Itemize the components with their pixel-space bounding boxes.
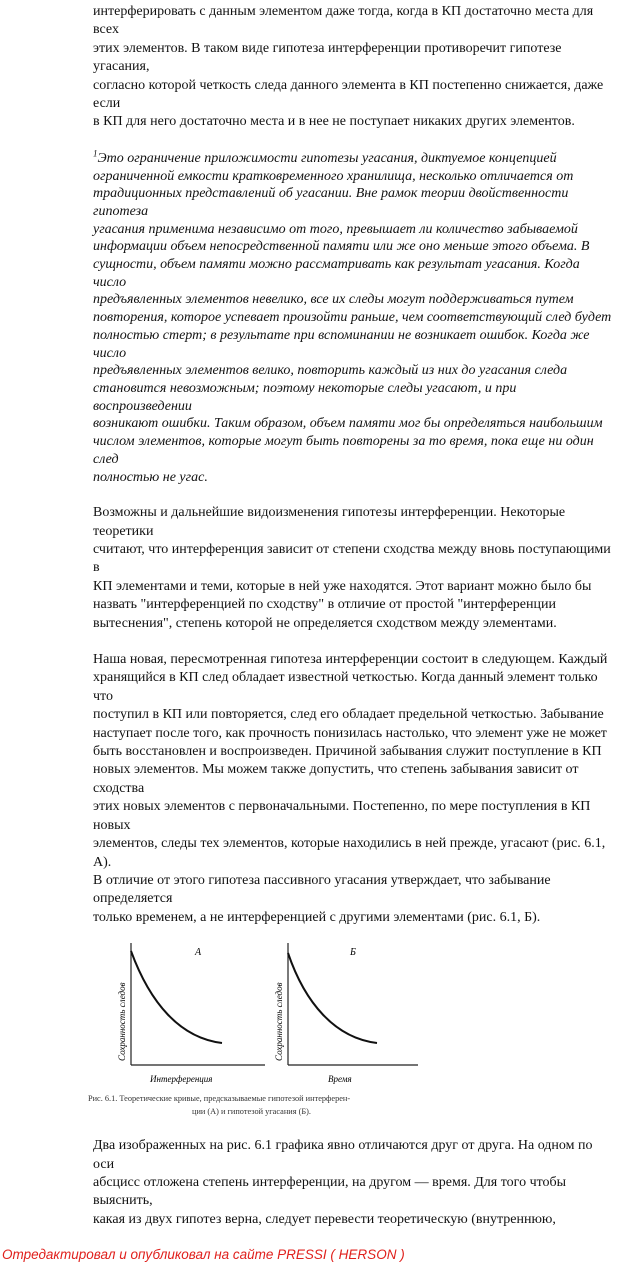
footnote-line [93, 150, 614, 168]
figure-wrapper [80, 933, 460, 1133]
curve-b [288, 953, 377, 1043]
paragraph-5-line: какая из двух гипотез верна, следует перевести теоретическую (внутреннюю, [93, 1211, 556, 1227]
paragraph-1-line: этих элементов. В таком виде гипотеза интерференции противоречит гипотезе угасания, [93, 40, 562, 75]
footnote-line: числом элементов, которые могут быть повторены за то время, пока еще ни один след [93, 434, 594, 467]
footnote-line-text: Это ограничение приложимости гипотезы угасания, диктуемое концепцией [97, 150, 557, 166]
panel-b [274, 943, 418, 1084]
footer-credit: Отредактировал и опубликовал на сайте PRESSI ( HERSON ) [2, 1247, 405, 1263]
footnote-line: угасания применима независимо от того, превышает ли количество забываемой [93, 221, 578, 237]
paragraph-3-line: Возможны и дальнейшие видоизменения гипотезы интерференции. Некоторые теоретики [93, 505, 566, 539]
footnote-line: информации объем непосредственной памяти или же оно меньше этого объема. В [93, 239, 590, 255]
figure-caption-line-1: Рис. 6.1. Теоретические кривые, предсказываемые гипотезой интерферен- [88, 1094, 351, 1104]
footnote-line: возникают ошибки. Таким образом, объем памяти мог бы определяться наибольшим [93, 416, 603, 432]
paragraph-3-line: вытеснения", степень которой не определяется сходством между элементами. [93, 615, 557, 631]
panel-b-xlabel: Время [328, 1074, 352, 1085]
paragraph-1-line: в КП для него достаточно места и в нее не поступает никаких других элементов. [93, 114, 575, 130]
paragraph-1 [93, 3, 614, 132]
curve-a [131, 951, 222, 1043]
footnote-mark: 1 [93, 148, 98, 159]
footnote-line: полностью не угас. [93, 469, 208, 485]
figure-caption-line-2: ции (А) и гипотезой угасания (Б). [192, 1107, 311, 1117]
paragraph-5-line: абсцисс отложена степень интерференции, на другом — время. Для того чтобы выяснить, [93, 1174, 567, 1209]
paragraph-4-line: наступает после того, как прочность понизилась настолько, что элемент уже не может [93, 725, 607, 741]
panel-a [117, 943, 265, 1084]
footnote-line: повторения, которое успевает произойти раньше, чем соответствующий след будет [93, 310, 612, 326]
panel-a-ylabel: Сохранность следов [117, 982, 127, 1062]
paragraph-4-line: новых элементов. Мы можем также допустить, что степень забывания зависит от сходства [93, 762, 579, 796]
footnote-line: ограниченной емкости кратковременного хранилища, несколько отличается от [93, 168, 574, 184]
footnote [93, 150, 614, 486]
paragraph-1-line: интерферировать с данным элементом даже тогда, когда в КП достаточно места для всех [93, 4, 594, 38]
panel-b-label: Б [350, 947, 356, 959]
footnote-line: становится невозможным; поэтому некоторые следы угасают, и при воспроизведении [93, 380, 517, 414]
footnote-line: традиционных представлений об угасании. Вне рамок теории двойственности гипотеза [93, 186, 569, 219]
paragraph-5-line: Два изображенных на рис. 6.1 графика явно отличаются друг от друга. На одном по оси [93, 1138, 593, 1172]
panel-a-label: А [195, 947, 202, 959]
paragraph-5 [93, 1137, 614, 1229]
paragraph-4-line: элементов, следы тех элементов, которые находились в ней прежде, угасают (рис. 6.1, А). [93, 836, 606, 870]
paragraph-4-line: быть восстановлен и воспроизведен. Причиной забывания служит поступление в КП [93, 744, 602, 760]
paragraph-4-line: этих новых элементов с первоначальными. Постепенно, по мере поступления в КП новых [93, 799, 591, 833]
footnote-line: сущности, объем памяти можно рассматривать как результат угасания. Когда число [93, 257, 580, 290]
panel-a-xlabel: Интерференция [150, 1074, 213, 1085]
paragraph-3-line: считают, что интерференция зависит от степени сходства между вновь поступающими в [93, 542, 611, 576]
paragraph-4-line: поступил в КП или повторяется, след его обладает предельной четкостью. Забывание [93, 707, 604, 723]
paragraph-4-line: хранящийся в КП след обладает известной четкостью. Когда данный элемент только что [93, 670, 598, 704]
paragraph-4-line: Наша новая, пересмотренная гипотеза интерференции состоит в следующем. Каждый [93, 652, 608, 668]
panel-b-ylabel: Сохранность следов [274, 982, 284, 1062]
paragraph-3-line: назвать "интерференцией по сходству" в отличие от простой "интерференции [93, 597, 556, 613]
paragraph-4-line: только временем, а не интерференцией с другими элементами (рис. 6.1, Б). [93, 909, 541, 925]
paragraph-3 [93, 504, 614, 633]
footnote-line: полностью стерт; в результате при вспоминании не возникает ошибок. Когда же число [93, 327, 590, 361]
footnote-line: предъявленных элементов велико, повторить каждый из них до угасания следа [93, 363, 568, 379]
paragraph-4-line: В отличие от этого гипотеза пассивного угасания утверждает, что забывание определяется [93, 872, 551, 907]
figure-6-1 [80, 933, 460, 1133]
footnote-line: предъявленных элементов невелико, все их следы могут поддерживаться путем [93, 292, 574, 308]
paragraph-1-line: согласно которой четкость следа данного элемента в КП постепенно снижается, даже если [93, 77, 604, 112]
paragraph-3-line: КП элементами и теми, которые в ней уже находятся. Этот вариант можно было бы [93, 578, 592, 594]
